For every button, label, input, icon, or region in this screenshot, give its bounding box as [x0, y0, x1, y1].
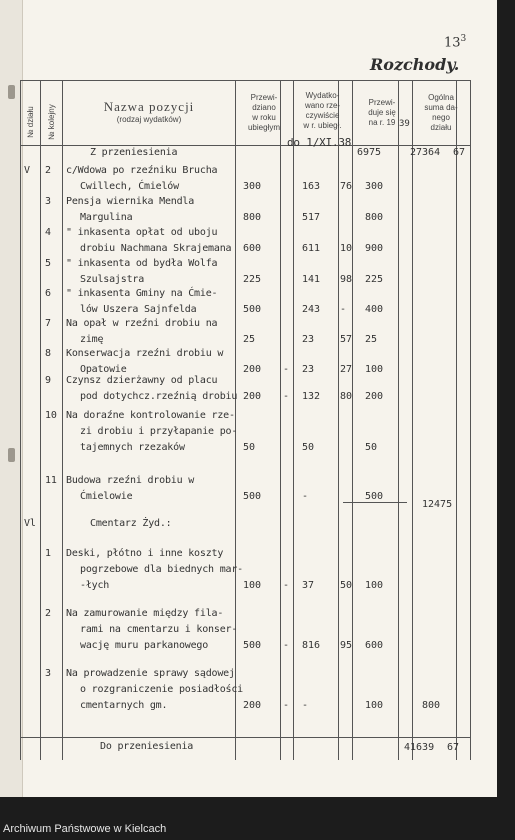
row-prev-year-gr: -	[283, 364, 290, 375]
row-description-line: Cmentarz Żyd.:	[90, 518, 172, 529]
row-spent: 23	[302, 364, 315, 375]
header-spent: Wydatko- wano rze- czywiście w r. ubiegł.	[303, 91, 342, 130]
row-description-line: c/Wdowa po rzeźniku Brucha	[66, 165, 218, 176]
row-spent: 141	[302, 274, 321, 285]
row-spent-gr: 80	[340, 391, 353, 402]
binding-hole	[8, 85, 15, 99]
row-prev-year: 500	[243, 491, 262, 502]
row-spent-gr: 10	[340, 243, 353, 254]
row-description-line: " inkasenta Gminy na Ćmie-	[66, 288, 218, 299]
row-description-line: Cwillech, Ćmielów	[80, 181, 179, 192]
rule-v	[412, 80, 413, 760]
rule-v	[280, 80, 281, 760]
row-description-line: Na prowadzenie sprawy sądowej	[66, 668, 235, 679]
row-spent-gr: 95	[340, 640, 353, 651]
row-description-line: drobiu Nachmana Skrajemana	[80, 243, 232, 254]
row-description-line: Pensja wiernika Mendla	[66, 196, 195, 207]
header-total: Ogólna suma da- nego działu	[424, 93, 458, 132]
row-description-line: Na doraźne kontrolowanie rze-	[66, 410, 235, 421]
row-number: 2	[45, 165, 51, 176]
page-number-sup: 3	[460, 34, 467, 44]
row-number: 1	[45, 548, 51, 559]
row-spent: 132	[302, 391, 321, 402]
row-description-line: pod dotychcz.rzeźnią drobiu	[80, 391, 238, 402]
row-description-line: Margulina	[80, 212, 133, 223]
rule-v	[293, 80, 294, 760]
header-number: № kolejny	[47, 104, 56, 140]
row-planned: 800	[365, 212, 384, 223]
carry-out-total-gr: 67	[447, 742, 460, 753]
page-number	[444, 34, 466, 50]
carry-out-label: Do przeniesienia	[100, 741, 194, 752]
row-planned: 25	[365, 334, 378, 345]
row-description-line: -łych	[80, 580, 110, 591]
row-prev-year: 225	[243, 274, 262, 285]
row-description-line: cmentarnych gm.	[80, 700, 168, 711]
carry-in-label: Z przeniesienia	[90, 147, 178, 158]
archive-footer: Archiwum Państwowe w Kielcach	[3, 823, 167, 835]
rule-v	[338, 80, 339, 760]
row-spent: -	[302, 491, 309, 502]
row-description-line: pogrzebowe dla biednych mar-	[80, 564, 243, 575]
header-name: Nazwa pozycji	[103, 99, 195, 114]
row-planned: 200	[365, 391, 384, 402]
page-number-main: 13	[444, 35, 461, 51]
row-prev-year: 100	[243, 580, 262, 591]
carry-out-total: 41639	[404, 742, 435, 753]
rule-header-bottom	[20, 145, 470, 146]
rule-v	[456, 80, 457, 760]
spent-date-note: do 1/XI.38	[287, 136, 352, 149]
row-description-line: Konserwacja rzeźni drobiu w	[66, 348, 224, 359]
row-spent: 163	[302, 181, 321, 192]
row-description-line: zimę	[80, 334, 104, 345]
row-prev-year: 800	[243, 212, 262, 223]
row-spent: 517	[302, 212, 321, 223]
row-description-line: lów Uszera Sajnfelda	[80, 304, 197, 315]
row-spent-gr: 57	[340, 334, 353, 345]
row-number: 3	[45, 196, 51, 207]
row-prev-year: 200	[243, 700, 262, 711]
row-description-line: zi drobiu i przyłapanie po-	[80, 426, 238, 437]
header-planned-year: 39	[399, 119, 410, 129]
rule-v	[352, 80, 353, 760]
rule-v	[62, 80, 63, 760]
row-description-line: tajemnych rzezaków	[80, 442, 185, 453]
row-prev-year: 200	[243, 364, 262, 375]
header-name-sub: (rodzaj wydatków)	[116, 115, 182, 124]
row-prev-year: 500	[243, 304, 262, 315]
row-number: 5	[45, 258, 51, 269]
row-description-line: Budowa rzeźni drobiu w	[66, 475, 195, 486]
row-prev-year-gr: -	[283, 391, 290, 402]
row-prev-year: 500	[243, 640, 262, 651]
row-description-line: Szulsajstra	[80, 274, 145, 285]
row-planned: 500	[365, 491, 384, 502]
carry-in-total-gr: 67	[453, 147, 466, 158]
row-spent: 243	[302, 304, 321, 315]
row-prev-year-gr: -	[283, 700, 290, 711]
row-description-line: wację muru parkanowego	[80, 640, 209, 651]
row-prev-year-gr: -	[283, 640, 290, 651]
row-section-total: 12475	[422, 499, 453, 510]
row-description-line: " inkasenta od bydła Wolfa	[66, 258, 218, 269]
row-number: 7	[45, 318, 51, 329]
row-planned: 100	[365, 700, 384, 711]
rule-v	[40, 80, 41, 760]
row-spent-gr: -	[340, 304, 347, 315]
row-description-line: Deski, płótno i inne koszty	[66, 548, 224, 559]
rule-top	[20, 80, 470, 81]
row-number: 11	[45, 475, 57, 486]
row-number: 6	[45, 288, 51, 299]
rule-v	[235, 80, 236, 760]
row-section: Vl	[24, 518, 36, 529]
row-number: 4	[45, 227, 51, 238]
row-spent: 816	[302, 640, 321, 651]
row-spent: 611	[302, 243, 321, 254]
row-prev-year: 300	[243, 181, 262, 192]
binding-hole	[8, 448, 15, 462]
carry-in-planned: 6975	[357, 147, 382, 158]
header-planned: Przewi- duje się na r. 19	[368, 98, 396, 127]
row-description-line: " inkasenta opłat od uboju	[66, 227, 218, 238]
row-planned: 50	[365, 442, 378, 453]
rule-footer	[20, 737, 470, 738]
row-description-line: Ćmielowie	[80, 491, 133, 502]
row-planned: 100	[365, 580, 384, 591]
row-planned: 900	[365, 243, 384, 254]
row-number: 9	[45, 375, 51, 386]
row-description-line: Na zamurowanie między fila-	[66, 608, 224, 619]
row-spent-gr: 76	[340, 181, 353, 192]
row-number: 10	[45, 410, 57, 421]
row-prev-year: 50	[243, 442, 256, 453]
row-spent: -	[302, 700, 309, 711]
row-spent-gr: 98	[340, 274, 353, 285]
row-planned: 400	[365, 304, 384, 315]
row-planned: 225	[365, 274, 384, 285]
row-planned: 100	[365, 364, 384, 375]
header-prev-year: Przewi- dziano w roku ubiegłym	[247, 93, 280, 132]
row-number: 2	[45, 608, 51, 619]
row-prev-year: 600	[243, 243, 262, 254]
subtotal-rule	[343, 502, 407, 503]
header-section: № działu	[26, 106, 35, 138]
row-spent-gr: 50	[340, 580, 353, 591]
rule-v	[470, 80, 471, 760]
row-spent-gr: 27	[340, 364, 353, 375]
row-description-line: Czynsz dzierżawny od placu	[66, 375, 218, 386]
row-planned: 300	[365, 181, 384, 192]
row-description-line: o rozgraniczenie posiadłości	[80, 684, 243, 695]
row-description-line: Opatowie	[80, 364, 127, 375]
row-prev-year: 200	[243, 391, 262, 402]
page-title: Rozchody.	[370, 55, 460, 74]
row-spent: 50	[302, 442, 315, 453]
row-spent: 23	[302, 334, 315, 345]
carry-in-total: 27364	[410, 147, 441, 158]
row-section-total: 800	[422, 700, 441, 711]
rule-v	[20, 80, 21, 760]
row-description-line: rami na cmentarzu i konser-	[80, 624, 238, 635]
row-description-line: Na opał w rzeźni drobiu na	[66, 318, 218, 329]
row-section: V	[24, 165, 30, 176]
row-spent: 37	[302, 580, 315, 591]
row-prev-year: 25	[243, 334, 256, 345]
row-number: 8	[45, 348, 51, 359]
row-number: 3	[45, 668, 51, 679]
row-planned: 600	[365, 640, 384, 651]
row-prev-year-gr: -	[283, 580, 290, 591]
rule-v	[398, 80, 399, 760]
